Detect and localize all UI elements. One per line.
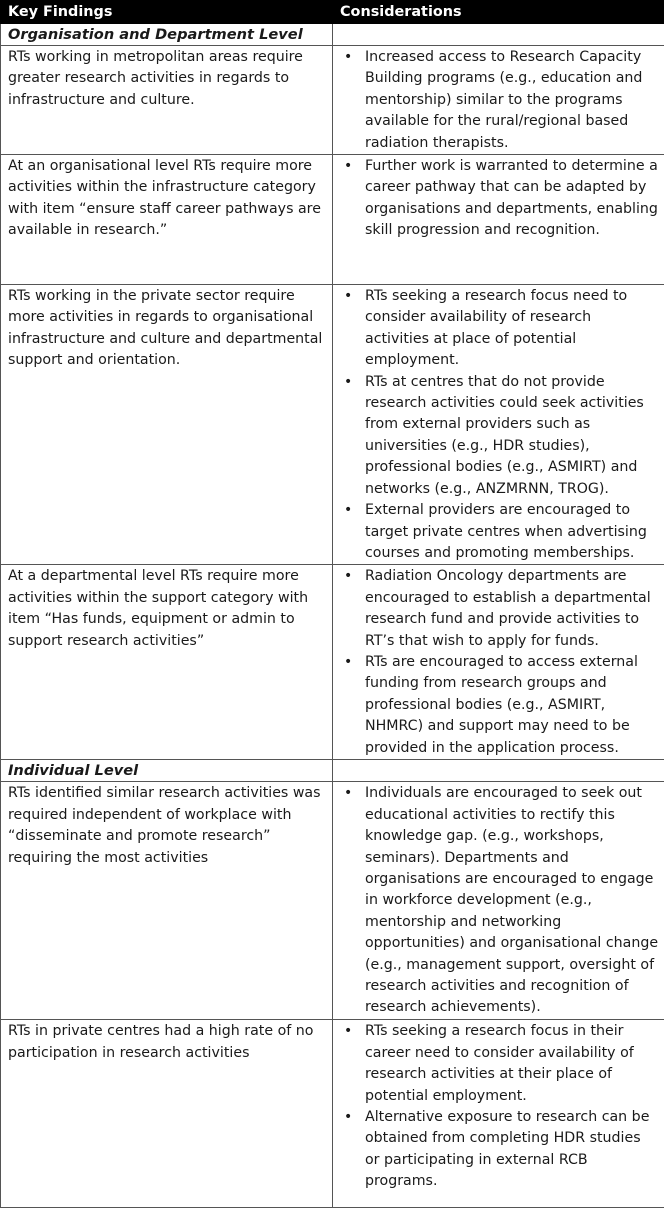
considerations-list (340, 1021, 659, 1192)
consideration-item: • RTs seeking a research focus in their career need to consider availability of research activities at their place of potential employment. (340, 1021, 659, 1107)
table-row (1, 1020, 664, 1208)
consideration-item: • RTs at centres that do not provide research activities could seek activities from external providers such as universities (e.g., HDR studies), professional bodies (e.g., ASMIRT) and networks (e.g., ANZMRNN, TROG). (340, 372, 659, 500)
consideration-item: • Increased access to Research Capacity Building programs (e.g., education and mentorship) similar to the programs available for the rural/regional based radiation therapists. (340, 47, 659, 154)
header-row (1, 1, 664, 24)
considerations-list (340, 783, 659, 1018)
section-title: Individual Level (1, 760, 333, 782)
section-title: Organisation and Department Level (1, 24, 333, 46)
header-key-findings: Key Findings (1, 1, 333, 24)
table-row (1, 155, 664, 285)
section-row-organisation (1, 24, 664, 46)
table-row (1, 46, 664, 155)
finding-cell: At an organisational level RTs require more activities within the infrastructure category with item “ensure staff career pathways are available in research.” (1, 155, 333, 285)
consideration-item: • RTs are encouraged to access external funding from research groups and professional bodies (e.g., ASMIRT, NHMRC) and support may need to be provided in the application process. (340, 652, 659, 759)
considerations-cell (333, 782, 664, 1020)
finding-cell: RTs in private centres had a high rate of no participation in research activities (1, 1020, 333, 1208)
section-row-individual (1, 760, 664, 782)
section-empty-cell (333, 24, 664, 46)
consideration-item: • Individuals are encouraged to seek out educational activities to rectify this knowledge gap. (e.g., workshops, seminars). Departments and organisations are encouraged to engage in workforce development (e.g., mentorship and networking opportunities) and organisational change (e.g., management support, oversight of research activities and recognition of research achievements). (340, 783, 659, 1018)
consideration-item: • RTs seeking a research focus need to consider availability of research activities at place of potential employment. (340, 286, 659, 372)
considerations-list (340, 286, 659, 564)
table-body (1, 24, 664, 1208)
table-row (1, 565, 664, 760)
finding-cell: RTs working in the private sector require more activities in regards to organisational infrastructure and culture and departmental support and orientation. (1, 285, 333, 565)
finding-cell: RTs working in metropolitan areas require greater research activities in regards to infrastructure and culture. (1, 46, 333, 155)
considerations-cell (333, 1020, 664, 1208)
consideration-item: • Further work is warranted to determine a career pathway that can be adapted by organisations and departments, enabling skill progression and recognition. (340, 156, 659, 242)
considerations-list (340, 47, 659, 154)
consideration-item: • Alternative exposure to research can be obtained from completing HDR studies or participating in external RCB programs. (340, 1107, 659, 1193)
table-row (1, 782, 664, 1020)
finding-cell: RTs identified similar research activities was required independent of workplace with “disseminate and promote research” requiring the most activities (1, 782, 333, 1020)
section-empty-cell (333, 760, 664, 782)
header-considerations: Considerations (333, 1, 664, 24)
consideration-item: • Radiation Oncology departments are encouraged to establish a departmental research fund and provide activities to RT’s that wish to apply for funds. (340, 566, 659, 652)
finding-cell: At a departmental level RTs require more activities within the support category with item “Has funds, equipment or admin to support research activities” (1, 565, 333, 760)
considerations-list (340, 156, 659, 242)
considerations-cell (333, 155, 664, 285)
considerations-cell (333, 565, 664, 760)
consideration-item: • External providers are encouraged to target private centres when advertising courses and promoting memberships. (340, 500, 659, 564)
table-row (1, 285, 664, 565)
considerations-cell (333, 46, 664, 155)
considerations-list (340, 566, 659, 759)
considerations-cell (333, 285, 664, 565)
